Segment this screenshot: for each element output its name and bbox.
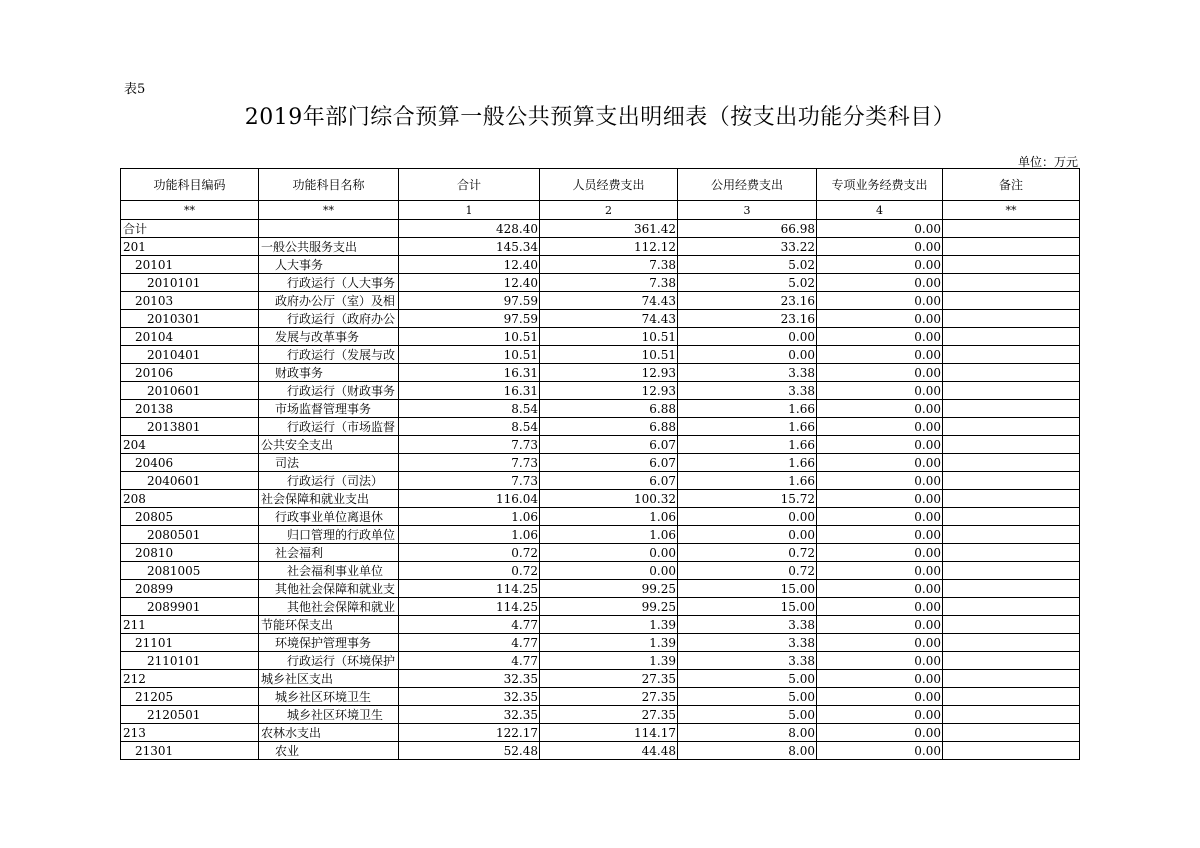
note-cell — [943, 472, 1080, 490]
table-row — [121, 328, 1080, 346]
total-cell: 145.34 — [399, 238, 540, 256]
special-cell: 0.00 — [817, 598, 943, 616]
total-cell: 4.77 — [399, 652, 540, 670]
table-row — [121, 652, 1080, 670]
table-row — [121, 634, 1080, 652]
table-row — [121, 742, 1080, 760]
public-cell: 0.72 — [678, 544, 817, 562]
name-cell: 行政运行（财政事务 — [259, 382, 399, 400]
name-cell: 社会保障和就业支出 — [259, 490, 399, 508]
name-cell: 行政运行（发展与改 — [259, 346, 399, 364]
code-cell: 2080501 — [121, 526, 259, 544]
code-cell: 20106 — [121, 364, 259, 382]
public-cell: 5.02 — [678, 256, 817, 274]
code-cell: 21301 — [121, 742, 259, 760]
name-cell: 行政运行（司法） — [259, 472, 399, 490]
note-cell — [943, 580, 1080, 598]
code-cell: 211 — [121, 616, 259, 634]
page-title: 2019年部门综合预算一般公共预算支出明细表（按支出功能分类科目） — [244, 105, 956, 130]
public-cell: 0.00 — [678, 346, 817, 364]
name-cell: 行政运行（环境保护 — [259, 652, 399, 670]
total-cell: 7.73 — [399, 472, 540, 490]
note-cell — [943, 400, 1080, 418]
personnel-cell: 6.07 — [540, 436, 678, 454]
code-cell: 213 — [121, 724, 259, 742]
table-row — [121, 490, 1080, 508]
code-cell: 20899 — [121, 580, 259, 598]
name-cell: 发展与改革事务 — [259, 328, 399, 346]
code-cell: 2010101 — [121, 274, 259, 292]
public-cell: 3.38 — [678, 364, 817, 382]
code-cell: 2010401 — [121, 346, 259, 364]
code-cell: 212 — [121, 670, 259, 688]
public-cell: 23.16 — [678, 292, 817, 310]
code-cell: 21205 — [121, 688, 259, 706]
code-cell: 2120501 — [121, 706, 259, 724]
personnel-cell: 74.43 — [540, 310, 678, 328]
public-cell: 1.66 — [678, 418, 817, 436]
header-special: 专项业务经费支出 — [817, 169, 943, 201]
special-cell: 0.00 — [817, 274, 943, 292]
public-cell: 5.00 — [678, 706, 817, 724]
public-cell: 3.38 — [678, 382, 817, 400]
table-row — [121, 544, 1080, 562]
note-cell — [943, 598, 1080, 616]
total-cell: 116.04 — [399, 490, 540, 508]
name-cell: 城乡社区支出 — [259, 670, 399, 688]
note-cell — [943, 544, 1080, 562]
note-cell — [943, 436, 1080, 454]
name-cell: 农林水支出 — [259, 724, 399, 742]
header-code: 功能科目编码 — [121, 169, 259, 201]
name-cell: 城乡社区环境卫生 — [259, 706, 399, 724]
note-cell — [943, 490, 1080, 508]
name-cell: 人大事务 — [259, 256, 399, 274]
note-cell — [943, 328, 1080, 346]
note-cell — [943, 292, 1080, 310]
personnel-cell: 6.88 — [540, 418, 678, 436]
code-cell: 20101 — [121, 256, 259, 274]
note-cell — [943, 382, 1080, 400]
name-cell: 行政运行（市场监督 — [259, 418, 399, 436]
name-cell: 一般公共服务支出 — [259, 238, 399, 256]
table-row — [121, 724, 1080, 742]
table-id: 表5 — [124, 82, 146, 97]
subheader-note: ** — [943, 201, 1080, 220]
expenditure-table — [120, 168, 1080, 760]
table-row — [121, 382, 1080, 400]
total-cell: 1.06 — [399, 526, 540, 544]
code-cell: 204 — [121, 436, 259, 454]
header-row — [121, 169, 1080, 201]
name-cell: 归口管理的行政单位 — [259, 526, 399, 544]
code-cell: 201 — [121, 238, 259, 256]
table-row — [121, 346, 1080, 364]
subheader-code: ** — [121, 201, 259, 220]
special-cell: 0.00 — [817, 688, 943, 706]
code-cell: 2081005 — [121, 562, 259, 580]
note-cell — [943, 634, 1080, 652]
public-cell: 66.98 — [678, 220, 817, 238]
header-note: 备注 — [943, 169, 1080, 201]
table-row — [121, 688, 1080, 706]
special-cell: 0.00 — [817, 292, 943, 310]
table-row — [121, 454, 1080, 472]
code-cell: 20406 — [121, 454, 259, 472]
note-cell — [943, 256, 1080, 274]
note-cell — [943, 346, 1080, 364]
public-cell: 0.00 — [678, 328, 817, 346]
table-row — [121, 400, 1080, 418]
table-row — [121, 274, 1080, 292]
public-cell: 8.00 — [678, 742, 817, 760]
note-cell — [943, 616, 1080, 634]
special-cell: 0.00 — [817, 634, 943, 652]
name-cell: 行政运行（人大事务 — [259, 274, 399, 292]
total-cell: 52.48 — [399, 742, 540, 760]
table-row — [121, 364, 1080, 382]
header-total: 合计 — [399, 169, 540, 201]
note-cell — [943, 220, 1080, 238]
special-cell: 0.00 — [817, 220, 943, 238]
special-cell: 0.00 — [817, 436, 943, 454]
special-cell: 0.00 — [817, 490, 943, 508]
personnel-cell: 6.88 — [540, 400, 678, 418]
note-cell — [943, 310, 1080, 328]
note-cell — [943, 418, 1080, 436]
table-row — [121, 256, 1080, 274]
table-row — [121, 292, 1080, 310]
total-cell: 8.54 — [399, 418, 540, 436]
code-cell: 2010601 — [121, 382, 259, 400]
name-cell: 社会福利 — [259, 544, 399, 562]
special-cell: 0.00 — [817, 472, 943, 490]
special-cell: 0.00 — [817, 742, 943, 760]
public-cell: 3.38 — [678, 652, 817, 670]
special-cell: 0.00 — [817, 454, 943, 472]
public-cell: 23.16 — [678, 310, 817, 328]
table-row — [121, 598, 1080, 616]
public-cell: 15.72 — [678, 490, 817, 508]
special-cell: 0.00 — [817, 544, 943, 562]
total-cell: 0.72 — [399, 562, 540, 580]
public-cell: 3.38 — [678, 634, 817, 652]
special-cell: 0.00 — [817, 310, 943, 328]
public-cell: 1.66 — [678, 472, 817, 490]
subheader-special: 4 — [817, 201, 943, 220]
special-cell: 0.00 — [817, 562, 943, 580]
code-cell: 20103 — [121, 292, 259, 310]
public-cell: 0.00 — [678, 526, 817, 544]
note-cell — [943, 706, 1080, 724]
table-row — [121, 436, 1080, 454]
special-cell: 0.00 — [817, 400, 943, 418]
special-cell: 0.00 — [817, 670, 943, 688]
total-cell: 10.51 — [399, 346, 540, 364]
personnel-cell: 6.07 — [540, 472, 678, 490]
personnel-cell: 12.93 — [540, 382, 678, 400]
personnel-cell: 0.00 — [540, 562, 678, 580]
note-cell — [943, 724, 1080, 742]
note-cell — [943, 274, 1080, 292]
personnel-cell: 99.25 — [540, 580, 678, 598]
code-cell: 20104 — [121, 328, 259, 346]
personnel-cell: 74.43 — [540, 292, 678, 310]
special-cell: 0.00 — [817, 328, 943, 346]
personnel-cell: 100.32 — [540, 490, 678, 508]
subheader-row — [121, 201, 1080, 220]
public-cell: 15.00 — [678, 580, 817, 598]
personnel-cell: 112.12 — [540, 238, 678, 256]
public-cell: 5.00 — [678, 670, 817, 688]
personnel-cell: 7.38 — [540, 274, 678, 292]
table-row — [121, 238, 1080, 256]
total-cell: 32.35 — [399, 670, 540, 688]
personnel-cell: 27.35 — [540, 688, 678, 706]
public-cell: 1.66 — [678, 400, 817, 418]
unit-label: 单位：万元 — [1017, 155, 1078, 169]
total-cell: 7.73 — [399, 436, 540, 454]
table-row — [121, 616, 1080, 634]
special-cell: 0.00 — [817, 652, 943, 670]
total-cell: 12.40 — [399, 274, 540, 292]
table-row — [121, 562, 1080, 580]
special-cell: 0.00 — [817, 616, 943, 634]
personnel-cell: 7.38 — [540, 256, 678, 274]
special-cell: 0.00 — [817, 346, 943, 364]
public-cell: 0.00 — [678, 508, 817, 526]
total-cell: 32.35 — [399, 688, 540, 706]
total-cell: 1.06 — [399, 508, 540, 526]
special-cell: 0.00 — [817, 508, 943, 526]
total-cell: 32.35 — [399, 706, 540, 724]
name-cell: 社会福利事业单位 — [259, 562, 399, 580]
special-cell: 0.00 — [817, 706, 943, 724]
note-cell — [943, 364, 1080, 382]
total-cell: 114.25 — [399, 580, 540, 598]
total-cell: 122.17 — [399, 724, 540, 742]
table-row — [121, 310, 1080, 328]
note-cell — [943, 508, 1080, 526]
header-public: 公用经费支出 — [678, 169, 817, 201]
name-cell: 节能环保支出 — [259, 616, 399, 634]
public-cell: 5.02 — [678, 274, 817, 292]
note-cell — [943, 742, 1080, 760]
code-cell: 2040601 — [121, 472, 259, 490]
public-cell: 0.72 — [678, 562, 817, 580]
note-cell — [943, 670, 1080, 688]
name-cell — [259, 220, 399, 238]
total-cell: 0.72 — [399, 544, 540, 562]
personnel-cell: 0.00 — [540, 544, 678, 562]
personnel-cell: 114.17 — [540, 724, 678, 742]
code-cell: 21101 — [121, 634, 259, 652]
public-cell: 8.00 — [678, 724, 817, 742]
public-cell: 1.66 — [678, 454, 817, 472]
subheader-personnel: 2 — [540, 201, 678, 220]
personnel-cell: 361.42 — [540, 220, 678, 238]
subheader-public: 3 — [678, 201, 817, 220]
personnel-cell: 1.39 — [540, 634, 678, 652]
personnel-cell: 27.35 — [540, 706, 678, 724]
special-cell: 0.00 — [817, 364, 943, 382]
personnel-cell: 6.07 — [540, 454, 678, 472]
table-row — [121, 472, 1080, 490]
total-cell: 16.31 — [399, 382, 540, 400]
code-cell: 合计 — [121, 220, 259, 238]
name-cell: 政府办公厅（室）及相 — [259, 292, 399, 310]
special-cell: 0.00 — [817, 382, 943, 400]
header-personnel: 人员经费支出 — [540, 169, 678, 201]
total-cell: 97.59 — [399, 310, 540, 328]
special-cell: 0.00 — [817, 724, 943, 742]
name-cell: 司法 — [259, 454, 399, 472]
special-cell: 0.00 — [817, 580, 943, 598]
total-cell: 428.40 — [399, 220, 540, 238]
subheader-total: 1 — [399, 201, 540, 220]
total-cell: 7.73 — [399, 454, 540, 472]
special-cell: 0.00 — [817, 418, 943, 436]
total-cell: 114.25 — [399, 598, 540, 616]
total-cell: 4.77 — [399, 634, 540, 652]
table-row — [121, 508, 1080, 526]
public-cell: 1.66 — [678, 436, 817, 454]
name-cell: 行政事业单位离退休 — [259, 508, 399, 526]
public-cell: 5.00 — [678, 688, 817, 706]
public-cell: 33.22 — [678, 238, 817, 256]
personnel-cell: 27.35 — [540, 670, 678, 688]
total-cell: 97.59 — [399, 292, 540, 310]
personnel-cell: 1.39 — [540, 616, 678, 634]
name-cell: 市场监督管理事务 — [259, 400, 399, 418]
table-row — [121, 418, 1080, 436]
personnel-cell: 12.93 — [540, 364, 678, 382]
total-cell: 12.40 — [399, 256, 540, 274]
name-cell: 其他社会保障和就业支 — [259, 580, 399, 598]
name-cell: 其他社会保障和就业 — [259, 598, 399, 616]
code-cell: 20138 — [121, 400, 259, 418]
total-cell: 8.54 — [399, 400, 540, 418]
personnel-cell: 1.06 — [540, 526, 678, 544]
note-cell — [943, 562, 1080, 580]
personnel-cell: 10.51 — [540, 346, 678, 364]
code-cell: 2010301 — [121, 310, 259, 328]
table-row — [121, 670, 1080, 688]
code-cell: 20810 — [121, 544, 259, 562]
special-cell: 0.00 — [817, 256, 943, 274]
code-cell: 2089901 — [121, 598, 259, 616]
table-row — [121, 580, 1080, 598]
subheader-name: ** — [259, 201, 399, 220]
name-cell: 城乡社区环境卫生 — [259, 688, 399, 706]
name-cell: 公共安全支出 — [259, 436, 399, 454]
code-cell: 20805 — [121, 508, 259, 526]
personnel-cell: 10.51 — [540, 328, 678, 346]
personnel-cell: 1.39 — [540, 652, 678, 670]
total-cell: 4.77 — [399, 616, 540, 634]
name-cell: 农业 — [259, 742, 399, 760]
table-row — [121, 526, 1080, 544]
table-body — [121, 220, 1080, 760]
total-cell: 10.51 — [399, 328, 540, 346]
code-cell: 2013801 — [121, 418, 259, 436]
total-cell: 16.31 — [399, 364, 540, 382]
name-cell: 行政运行（政府办公 — [259, 310, 399, 328]
public-cell: 3.38 — [678, 616, 817, 634]
public-cell: 15.00 — [678, 598, 817, 616]
note-cell — [943, 526, 1080, 544]
personnel-cell: 1.06 — [540, 508, 678, 526]
name-cell: 财政事务 — [259, 364, 399, 382]
note-cell — [943, 454, 1080, 472]
code-cell: 208 — [121, 490, 259, 508]
table-row — [121, 706, 1080, 724]
note-cell — [943, 652, 1080, 670]
special-cell: 0.00 — [817, 238, 943, 256]
note-cell — [943, 238, 1080, 256]
table-row — [121, 220, 1080, 238]
header-name: 功能科目名称 — [259, 169, 399, 201]
note-cell — [943, 688, 1080, 706]
special-cell: 0.00 — [817, 526, 943, 544]
personnel-cell: 44.48 — [540, 742, 678, 760]
name-cell: 环境保护管理事务 — [259, 634, 399, 652]
personnel-cell: 99.25 — [540, 598, 678, 616]
code-cell: 2110101 — [121, 652, 259, 670]
